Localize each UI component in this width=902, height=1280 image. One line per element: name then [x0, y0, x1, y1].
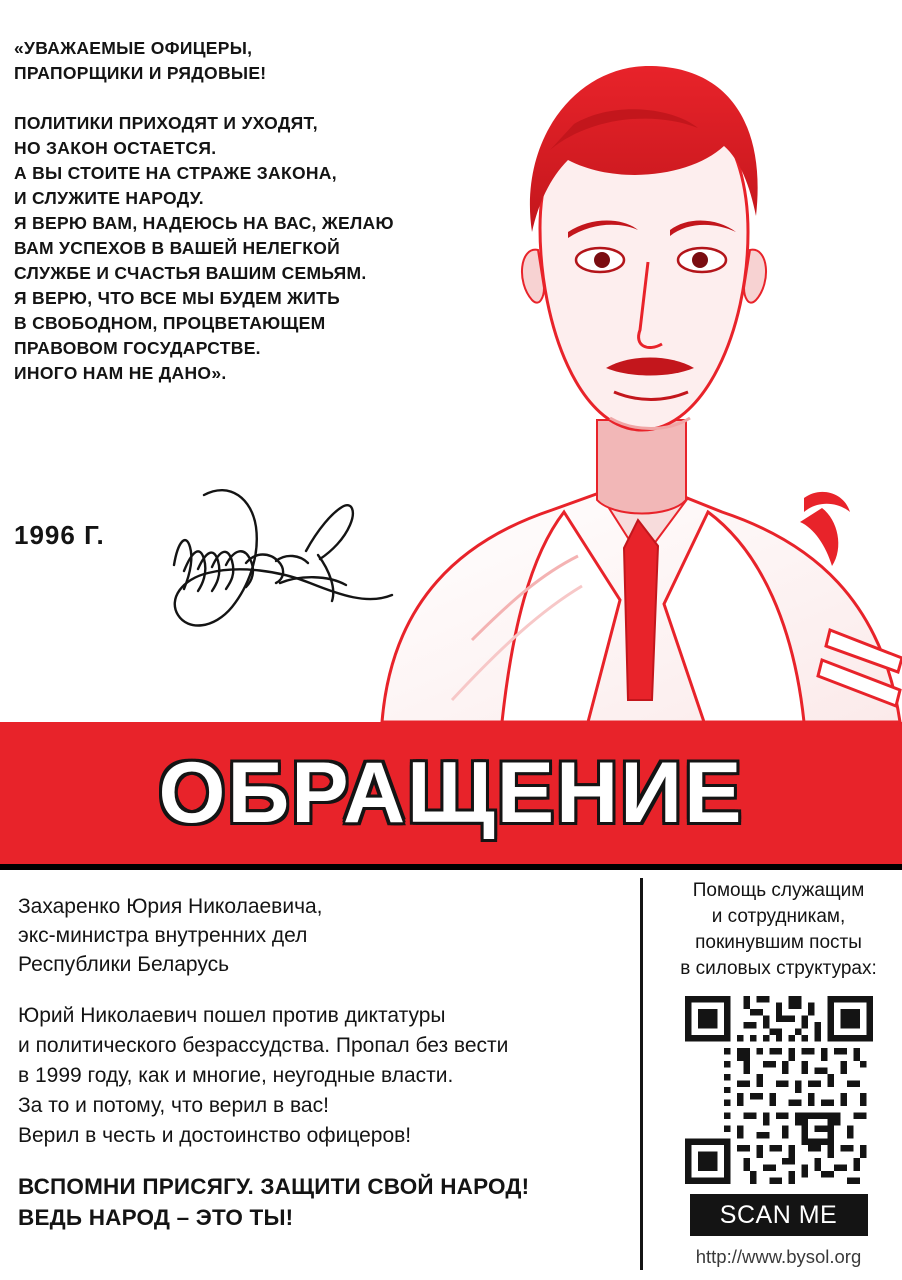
- quote-spacer: [14, 86, 434, 111]
- attribution-line: экс-министра внутренних дел: [18, 924, 308, 947]
- quote-line: ПОЛИТИКИ ПРИХОДЯТ И УХОДЯТ,: [14, 113, 318, 133]
- info-text-column: [18, 892, 630, 1233]
- quote-line: ВАМ УСПЕХОВ В ВАШЕЙ НЕЛЕГКОЙ: [14, 238, 341, 258]
- info-area: [0, 870, 902, 1280]
- quote-line: Я ВЕРЮ ВАМ, НАДЕЮСЬ НА ВАС, ЖЕЛАЮ: [14, 213, 394, 233]
- help-line: в силовых структурах:: [680, 958, 877, 979]
- quote-line: СЛУЖБЕ И СЧАСТЬЯ ВАШИМ СЕМЬЯМ.: [14, 263, 367, 283]
- quote-year: 1996 Г.: [14, 520, 105, 550]
- website-url[interactable]: http://www.bysol.org: [695, 1246, 862, 1267]
- body-line: Юрий Николаевич пошел против диктатуры: [18, 1004, 446, 1027]
- page-title: ОБРАЩЕНИЕ: [158, 745, 744, 841]
- quote-line: НО ЗАКОН ОСТАЕТСЯ.: [14, 138, 217, 158]
- signature-mark: [160, 455, 420, 655]
- title-band: [0, 722, 902, 870]
- quote-text: [14, 36, 434, 386]
- body-line: Верил в честь и достоинство офицеров!: [18, 1124, 412, 1147]
- help-line: и сотрудникам,: [711, 906, 846, 927]
- quote-line: ПРАВОВОМ ГОСУДАРСТВЕ.: [14, 338, 261, 358]
- body-line: За то и потому, что верил в вас!: [18, 1094, 329, 1117]
- callout-block: [18, 1171, 630, 1233]
- attribution-line: Республики Беларусь: [18, 953, 230, 976]
- callout-line: ВСПОМНИ ПРИСЯГУ. ЗАЩИТИ СВОЙ НАРОД!: [18, 1174, 530, 1199]
- quote-line: Я ВЕРЮ, ЧТО ВСЕ МЫ БУДЕМ ЖИТЬ: [14, 288, 341, 308]
- attribution-line: Захаренко Юрия Николаевича,: [18, 895, 323, 918]
- qr-code-icon[interactable]: [685, 996, 873, 1184]
- callout-line: ВЕДЬ НАРОД – ЭТО ТЫ!: [18, 1205, 294, 1230]
- quote-line: А ВЫ СТОИТЕ НА СТРАЖЕ ЗАКОНА,: [14, 163, 337, 183]
- quote-line: И СЛУЖИТЕ НАРОДУ.: [14, 188, 204, 208]
- help-line: покинувшим посты: [695, 932, 862, 953]
- help-column: [655, 870, 902, 1280]
- quote-line: ИНОГО НАМ НЕ ДАНО».: [14, 363, 227, 383]
- text-spacer: [18, 979, 630, 1001]
- help-line: Помощь служащим: [692, 880, 865, 901]
- vertical-divider: [640, 878, 643, 1270]
- scan-me-badge[interactable]: SCAN ME: [690, 1194, 868, 1236]
- portrait-illustration: [352, 0, 902, 722]
- body-line: и политического безрассудства. Пропал без вести: [18, 1034, 509, 1057]
- quote-line: «УВАЖАЕМЫЕ ОФИЦЕРЫ,: [14, 38, 253, 58]
- quote-line: ПРАПОРЩИКИ И РЯДОВЫЕ!: [14, 63, 267, 83]
- body-line: в 1999 году, как и многие, неугодные власти.: [18, 1064, 454, 1087]
- quote-line: В СВОБОДНОМ, ПРОЦВЕТАЮЩЕМ: [14, 313, 326, 333]
